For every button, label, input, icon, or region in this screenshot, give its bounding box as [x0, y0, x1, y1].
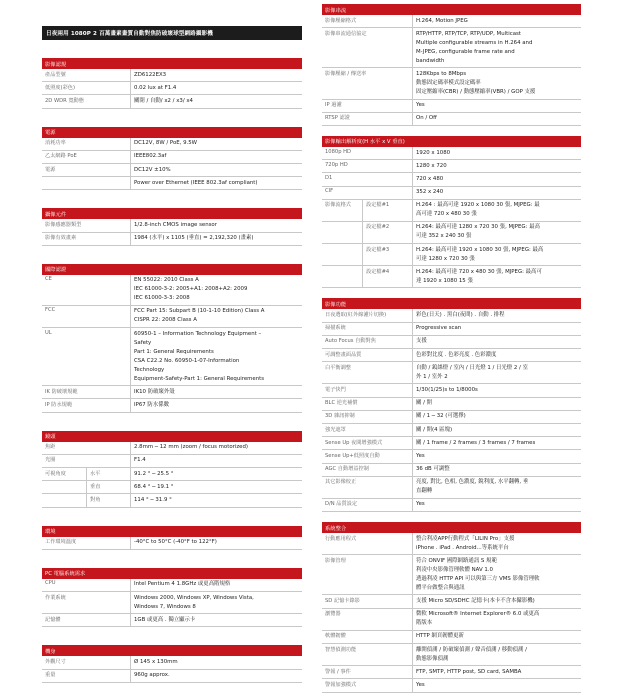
- spec-key: 3D 雜訊抑制: [325, 413, 355, 420]
- spec-value-line: RTP/HTTP, RTP/TCP, RTP/UDP, Multicast: [416, 30, 521, 37]
- spec-row: [322, 424, 581, 437]
- spec-subrow: [322, 266, 581, 288]
- spec-value-line: 91.2 ° ─ 25.5 °: [134, 470, 174, 477]
- spec-row: [42, 614, 302, 627]
- spec-key: 掃描系統: [325, 325, 346, 332]
- spec-subkey: 設定檔#4: [362, 266, 412, 287]
- spec-value: [412, 424, 581, 436]
- spec-value: [130, 164, 302, 176]
- spec-value: [412, 160, 581, 172]
- spec-key: Sense Up+低照度自動: [325, 452, 380, 459]
- spec-row: [322, 398, 581, 411]
- spec-row: [42, 177, 302, 190]
- spec-value: [412, 679, 581, 691]
- spec-value-line: 0.02 lux at F1.4: [134, 84, 177, 91]
- spec-value-line: H.264, Motion JPEG: [416, 17, 468, 24]
- spec-key: D/N 品質設定: [325, 501, 358, 508]
- section-heading: 影像輸出解析度(H 水平 x V 垂直): [322, 136, 581, 147]
- spec-value-line: 微軟 Microsoft® Internet Explorer® 6.0 或更高: [416, 611, 540, 618]
- spec-row: [322, 187, 581, 200]
- spec-key: FCC: [45, 307, 56, 314]
- spec-value: [412, 609, 581, 630]
- spec-value: [130, 233, 302, 245]
- spec-value-line: 720 x 480: [416, 175, 444, 182]
- spec-value: [412, 309, 581, 321]
- spec-row: [42, 219, 302, 232]
- spec-row: [322, 15, 581, 28]
- spec-value-line: 動態固定碼率模式設定碼率: [416, 79, 481, 86]
- spec-row: [322, 362, 581, 384]
- spec-value-line: IP67 防水係數: [134, 402, 169, 409]
- spec-row: [322, 173, 581, 186]
- spec-value-line: 支援: [416, 338, 427, 345]
- spec-row: [42, 275, 302, 306]
- section-heading: 機身: [42, 645, 302, 656]
- spec-key: 重量: [45, 672, 56, 679]
- spec-value-line: 352 x 240: [416, 189, 444, 196]
- spec-row: [322, 147, 581, 160]
- spec-key: 智慧偵測功能: [325, 646, 357, 653]
- spec-row: [322, 595, 581, 608]
- spec-value-line: IK10 防破壞外殼: [134, 388, 175, 395]
- spec-key: CE: [45, 276, 52, 283]
- spec-key: 軟體韌體: [325, 633, 346, 640]
- right-sections: [322, 4, 581, 693]
- spec-value-line: 可達 1280 x 720 30 張: [416, 255, 475, 262]
- spec-row: [42, 442, 302, 455]
- section-heading: 環境: [42, 526, 302, 537]
- spec-value: [130, 219, 302, 231]
- spec-value-line: 關閉 / 自動/ x2 / x3/ x4: [134, 97, 193, 104]
- spec-value-line: 1280 x 720: [416, 162, 447, 169]
- section-gap: [322, 126, 581, 132]
- spec-row: [322, 679, 581, 692]
- spec-key: 電子快門: [325, 386, 346, 393]
- right-spec-column: [322, 0, 581, 693]
- spec-row: [42, 82, 302, 95]
- spec-key: 影像流格式: [325, 202, 351, 209]
- spec-value-line: H.264: 最高可達 720 x 480 30 張, MJPEG: 最高可: [416, 268, 542, 275]
- spec-row: [42, 656, 302, 669]
- spec-value-line: iPhone . iPad . Android...等系統平台: [416, 544, 509, 551]
- spec-value-line: 1920 x 1080: [416, 149, 451, 156]
- spec-value: [130, 579, 302, 591]
- spec-value: [412, 477, 581, 498]
- spec-key: IP 過濾: [325, 102, 342, 109]
- spec-value-line: 亮度, 對比, 色相, 色濃度, 銳利度, 水平翻轉, 垂: [416, 479, 529, 486]
- spec-subkey: 設定檔#2: [362, 222, 412, 243]
- spec-value: [130, 306, 302, 327]
- spec-value-line: CSA C22.2 No. 60950-1-07-Information: [134, 357, 240, 364]
- spec-value-line: 彩色(日天) . 黑白(夜間) . 自動 . 排程: [416, 312, 505, 319]
- spec-row: [42, 233, 302, 246]
- spec-value: [130, 275, 302, 305]
- section-gap: [42, 413, 302, 427]
- spec-value: [412, 173, 581, 185]
- spec-row: [322, 323, 581, 336]
- spec-row: [322, 411, 581, 424]
- spec-key: [322, 266, 362, 287]
- spec-row: [322, 384, 581, 397]
- spec-value-line: Power over Ethernet (IEEE 802.3af compliant): [134, 179, 258, 186]
- section-gap: [42, 109, 302, 123]
- spec-key: 瀏覽器: [325, 611, 341, 618]
- spec-value-line: 體平台做整合與通訊: [416, 584, 465, 591]
- spec-key: 乙太網路 PoE: [45, 153, 77, 160]
- spec-key: CPU: [45, 580, 56, 587]
- spec-value-line: Equipment-Safety-Part 1: General Requirements: [134, 375, 265, 382]
- spec-value-line: 68.4 ° ─ 19.1 °: [134, 483, 174, 490]
- spec-value-line: H.264 : 最高可達 1920 x 1080 30 張, MJPEG: 最: [416, 202, 540, 209]
- spec-key: [322, 222, 362, 243]
- spec-subkey: 設定檔#1: [362, 200, 412, 221]
- spec-value-line: 高可達 720 x 480 30 張: [416, 211, 477, 218]
- spec-value-line: Ø 145 x 130mm: [134, 658, 178, 665]
- spec-value-line: 固定壓縮率(CBR) / 動態壓縮率(VBR) / GOP 支援: [416, 88, 536, 95]
- spec-row: [322, 644, 581, 666]
- spec-value: [412, 464, 581, 476]
- spec-value: [412, 100, 581, 112]
- spec-value-line: Technology: [134, 366, 165, 373]
- spec-value-line: ZD6122EX3: [134, 71, 167, 78]
- spec-value-line: 960g approx.: [134, 672, 170, 679]
- spec-value-line: FCC Part 15: Subpart B (10-1-10 Edition) Class A: [134, 308, 265, 315]
- spec-row: [322, 464, 581, 477]
- spec-value: [130, 69, 302, 81]
- spec-key: 1080p HD: [325, 148, 352, 155]
- spec-key: 影像有效畫素: [45, 235, 77, 242]
- spec-value: [130, 455, 302, 467]
- spec-subkey: 水平: [86, 468, 130, 480]
- spec-row: [322, 533, 581, 555]
- spec-value-line: 1GB 或更高 . 獨立顯示卡: [134, 616, 196, 623]
- section-gap: [42, 627, 302, 641]
- spec-key: 白平衡調整: [325, 364, 351, 371]
- spec-subkey: 對角: [86, 494, 130, 506]
- section-heading: 國際認證: [42, 264, 302, 275]
- spec-value-line: 支援 Micro SD/SDHC 記憶卡(本卡不含本攝影機): [416, 598, 535, 605]
- spec-row: [42, 69, 302, 82]
- spec-value-line: CISPR 22: 2008 Class A: [134, 317, 197, 324]
- spec-key: [42, 494, 86, 506]
- spec-value: [130, 442, 302, 454]
- spec-key: IK 防破壞規範: [45, 388, 78, 395]
- spec-key: Sense Up 夜間增強模式: [325, 439, 383, 446]
- spec-value-line: Safety: [134, 339, 152, 346]
- spec-value-line: 關 / 開(4 區塊): [416, 426, 453, 433]
- section-heading: 影像功能: [322, 298, 581, 309]
- spec-key: 產品型號: [45, 71, 66, 78]
- spec-value-line: 關 / 開: [416, 400, 433, 407]
- spec-value-line: DC12V ±10%: [134, 166, 171, 173]
- spec-value-line: 色彩對比度 . 色彩亮度 . 色彩濃度: [416, 351, 497, 358]
- spec-key: 行動應用程式: [325, 535, 357, 542]
- spec-key: Auto Focus 自動對焦: [325, 338, 376, 345]
- spec-value: [412, 595, 581, 607]
- spec-value-line: Yes: [416, 452, 425, 459]
- section-heading: 電源: [42, 127, 302, 138]
- section-gap: [42, 246, 302, 260]
- spec-value-line: EN 55022: 2010 Class A: [134, 277, 199, 284]
- spec-value: [412, 222, 581, 243]
- spec-value-line: 整合利凌APP行動程式「LILIN Pro」支援: [416, 535, 515, 542]
- spec-value-line: 離開偵測 / 防破壞偵測 / 聲音偵測 / 移動偵測 /: [416, 646, 527, 653]
- spec-value: [412, 15, 581, 27]
- spec-row: [322, 666, 581, 679]
- spec-value: [130, 537, 302, 549]
- spec-value-line: Progressive scan: [416, 325, 462, 332]
- spec-row: [322, 336, 581, 349]
- spec-row: [42, 537, 302, 550]
- document-title: 日夜兩用 1080P 2 百萬畫素畫質自動對焦防破壞球型網路攝影機: [42, 26, 302, 40]
- spec-row: [322, 309, 581, 322]
- spec-value-line: H.264: 最高可達 1920 x 1080 30 張, MJPEG: 最高: [416, 246, 544, 253]
- spec-value: [412, 113, 581, 125]
- spec-value: [130, 328, 302, 385]
- spec-row: [322, 555, 581, 595]
- spec-value-line: Windows 7, Windows 8: [134, 603, 196, 610]
- spec-value: [130, 656, 302, 668]
- spec-row: [322, 28, 581, 68]
- spec-row: [322, 160, 581, 173]
- spec-value: [130, 481, 302, 493]
- spec-key: 工作環境溫度: [45, 539, 77, 546]
- spec-value: [412, 244, 581, 265]
- spec-value-line: Yes: [416, 102, 425, 109]
- spec-value-line: 1/30(1/25)s to 1/8000s: [416, 386, 478, 393]
- spec-value-line: IEC 61000-3-2: 2005+A1: 2008+A2: 2009: [134, 286, 248, 293]
- spec-key: [322, 244, 362, 265]
- spec-key: 消耗功率: [45, 140, 66, 147]
- spec-key: 作業系統: [45, 594, 66, 601]
- spec-key: 記憶體: [45, 616, 61, 623]
- spec-value-line: 2.8mm ─ 12 mm (zoom / focus motorized): [134, 444, 249, 451]
- section-heading: 攝像元件: [42, 208, 302, 219]
- spec-key: SD 記憶卡錄影: [325, 598, 360, 605]
- spec-value-line: M-JPEG, configurable frame rate and: [416, 48, 515, 55]
- spec-value-line: 1984 (水平) x 1105 (垂直) = 2,192,320 (畫素): [134, 235, 254, 242]
- spec-value: [130, 95, 302, 107]
- spec-key: 影像管理: [325, 557, 346, 564]
- spec-row: [42, 151, 302, 164]
- left-spec-column: [42, 0, 302, 683]
- spec-value: [130, 386, 302, 398]
- spec-value-line: H.264: 最高可達 1280 x 720 30 張, MJPEG: 最高: [416, 224, 540, 231]
- spec-value: [412, 68, 581, 98]
- section-heading: PC 電腦系統需求: [42, 568, 302, 579]
- spec-row: [322, 100, 581, 113]
- spec-value-line: Yes: [416, 501, 425, 508]
- spec-key: AGC 自動增益控制: [325, 466, 369, 473]
- spec-key: IP 防水規範: [45, 402, 73, 409]
- spec-value-line: 128Kbps to 8Mbps: [416, 70, 467, 77]
- spec-key: BLC 逆光補償: [325, 400, 358, 407]
- spec-row: [42, 386, 302, 399]
- spec-value: [412, 644, 581, 665]
- spec-key: 焦距: [45, 444, 56, 451]
- spec-value: [412, 266, 581, 287]
- spec-key: 外觀尺寸: [45, 658, 66, 665]
- spec-value-line: Intel Pentium 4 1.8GHz 或更高階規格: [134, 581, 231, 588]
- spec-value-line: 可達 352 x 240 30 張: [416, 233, 472, 240]
- section-heading: 系統整合: [322, 522, 581, 533]
- spec-value-line: 外 1 / 室外 2: [416, 373, 448, 380]
- spec-value-line: 利凌中央影像管理軟體 NAV 1.0: [416, 566, 493, 573]
- spec-value-line: IEEE802.3af: [134, 153, 167, 160]
- spec-value: [130, 468, 302, 480]
- spec-subrow: [322, 222, 581, 244]
- spec-row: [322, 113, 581, 126]
- spec-value-line: 1/2.8-inch CMOS image sensor: [134, 221, 217, 228]
- spec-value: [412, 349, 581, 361]
- spec-value-line: 自動 / 鎢絲燈 / 室內 / 日光燈 1 / 日光燈 2 / 室: [416, 364, 528, 371]
- spec-value-line: 36 dB 可調整: [416, 466, 450, 473]
- spec-row: [42, 579, 302, 592]
- spec-value-line: 直翻轉: [416, 488, 433, 495]
- spec-key: 720p HD: [325, 161, 348, 168]
- spec-value: [412, 499, 581, 511]
- spec-value-line: -40°C to 50°C (-40°F to 122°F): [134, 539, 217, 546]
- spec-key: [42, 481, 86, 493]
- spec-value-line: 60950-1 – Information Technology Equipment –: [134, 330, 262, 337]
- spec-subrow: [42, 468, 302, 481]
- spec-row: [322, 437, 581, 450]
- spec-row: [42, 164, 302, 177]
- section-heading: 影像認規: [42, 58, 302, 69]
- spec-key: 影像感應器類型: [45, 221, 82, 228]
- spec-key: 警報加強模式: [325, 681, 357, 688]
- spec-key: 電源: [45, 166, 56, 173]
- spec-value: [412, 362, 581, 383]
- spec-subkey: 垂直: [86, 481, 130, 493]
- spec-value: [412, 533, 581, 554]
- spec-key: 影像壓縮 / 傳送率: [325, 70, 367, 77]
- section-heading: 鏡頭: [42, 431, 302, 442]
- spec-row: [42, 399, 302, 412]
- spec-value-line: DC12V, 8W / PoE, 9.5W: [134, 140, 197, 147]
- spec-row: [322, 477, 581, 499]
- spec-row: [42, 670, 302, 683]
- spec-value-line: Multiple configurable streams in H.264 and: [416, 39, 533, 46]
- spec-key: 警報 / 事件: [325, 668, 351, 675]
- section-gap: [42, 190, 302, 204]
- spec-value: [130, 82, 302, 94]
- spec-value-line: 階版本: [416, 620, 433, 627]
- spec-value-line: On / Off: [416, 115, 437, 122]
- spec-value: [412, 411, 581, 423]
- spec-value-line: 動態影像偵測: [416, 655, 449, 662]
- spec-row: [322, 631, 581, 644]
- spec-value: [130, 177, 302, 189]
- spec-subrow: [42, 494, 302, 507]
- spec-value-line: FTP, SMTP, HTTP post, SD card, SAMBA: [416, 668, 522, 675]
- spec-key: [42, 177, 130, 189]
- spec-row: [42, 328, 302, 386]
- spec-value: [412, 437, 581, 449]
- spec-value-line: Part 1: General Requirements: [134, 348, 214, 355]
- spec-row: [42, 306, 302, 328]
- spec-value: [130, 151, 302, 163]
- spec-key: UL: [45, 329, 52, 336]
- left-sections: [42, 58, 302, 683]
- spec-value-line: F1.4: [134, 457, 146, 464]
- spec-value-line: 114 ° ─ 31.9 °: [134, 496, 172, 503]
- section-heading: 影像串流: [322, 4, 581, 15]
- section-gap: [42, 508, 302, 522]
- spec-value-line: 符合 ONVIF 國際網路通訊 S 規範: [416, 557, 497, 564]
- spec-value: [412, 555, 581, 594]
- spec-value-line: 達 1920 x 1080 15 張: [416, 277, 473, 284]
- spec-value-line: IEC 61000-3-3: 2008: [134, 295, 190, 302]
- spec-key: 影像串流通信協定: [325, 30, 367, 37]
- spec-key: 強光遮罩: [325, 426, 346, 433]
- section-gap: [42, 550, 302, 564]
- spec-key: 日夜選取(紅外線濾片切換): [325, 312, 387, 319]
- spec-value-line: bandwidth: [416, 57, 445, 64]
- spec-row: [322, 68, 581, 99]
- spec-key: 光圈: [45, 457, 56, 464]
- section-gap: [322, 512, 581, 518]
- spec-value: [130, 494, 302, 506]
- section-gap: [322, 288, 581, 294]
- spec-value: [412, 336, 581, 348]
- spec-value: [130, 138, 302, 150]
- spec-row: [322, 499, 581, 512]
- spec-subkey: 設定檔#3: [362, 244, 412, 265]
- spec-key: 低照度(彩色): [45, 84, 75, 91]
- spec-value-line: Yes: [416, 681, 425, 688]
- spec-row: [322, 349, 581, 362]
- spec-row: [42, 455, 302, 468]
- spec-value: [130, 592, 302, 613]
- spec-key: 其它影像校正: [325, 479, 357, 486]
- spec-value: [412, 631, 581, 643]
- spec-value-line: 關 / 1 ─ 32 (可選擇): [416, 413, 466, 420]
- spec-key: RTSP 認證: [325, 115, 350, 122]
- spec-value: [412, 450, 581, 462]
- spec-row: [42, 95, 302, 108]
- spec-value: [412, 666, 581, 678]
- spec-value-line: 關 / 1 frame / 2 frames / 3 frames / 7 frames: [416, 439, 536, 446]
- spec-value: [412, 147, 581, 159]
- spec-value: [130, 614, 302, 626]
- spec-key: 2D WDR 寬動態: [45, 97, 84, 104]
- spec-value: [412, 384, 581, 396]
- spec-subrow: [322, 244, 581, 266]
- spec-value: [412, 28, 581, 67]
- spec-value: [130, 399, 302, 411]
- spec-subrow: [322, 200, 581, 222]
- spec-value-line: HTTP 網頁韌體更新: [416, 633, 464, 640]
- spec-key: CIF: [325, 188, 334, 195]
- spec-value: [412, 200, 581, 221]
- spec-key: 可調整畫面品質: [325, 351, 362, 358]
- spec-value: [412, 187, 581, 199]
- spec-key: 影像壓縮格式: [325, 17, 357, 24]
- spec-value: [130, 670, 302, 682]
- spec-value-line: 透過利凌 HTTP API 可以與第三方 VMS 影像管理軟: [416, 575, 540, 582]
- spec-row: [322, 450, 581, 463]
- spec-subrow: [42, 481, 302, 494]
- spec-value: [412, 398, 581, 410]
- spec-row: [42, 138, 302, 151]
- spec-row: [42, 592, 302, 614]
- spec-key: 可視角度: [45, 470, 66, 477]
- spec-value-line: Windows 2000, Windows XP, Windows Vista,: [134, 594, 254, 601]
- spec-key: D1: [325, 174, 333, 181]
- spec-value: [412, 323, 581, 335]
